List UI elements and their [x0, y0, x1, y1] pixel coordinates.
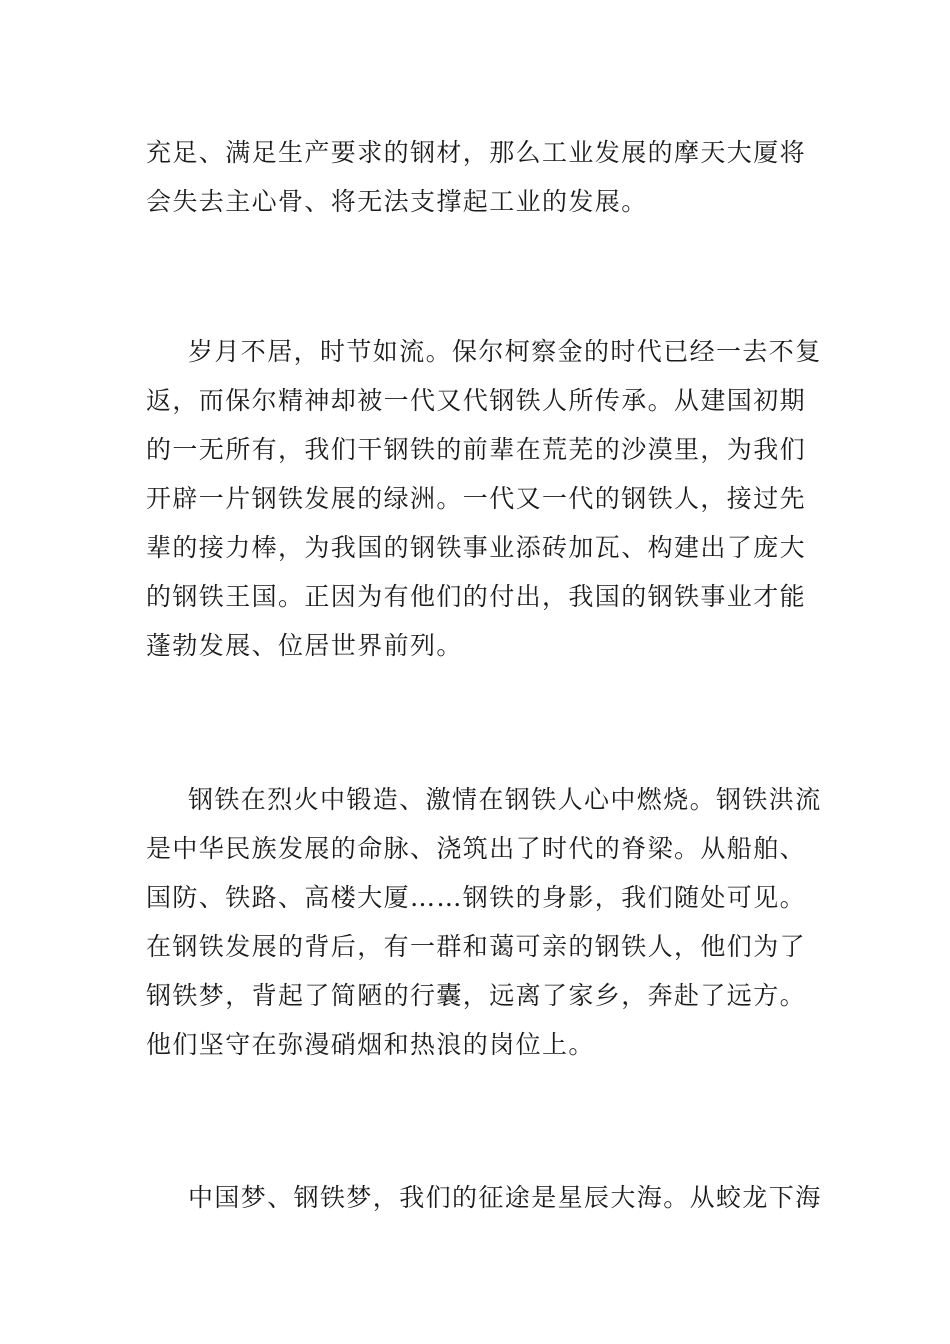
text-line: 开辟一片钢铁发展的绿洲。一代又一代的钢铁人，接过先: [146, 484, 807, 513]
paragraph-4: [146, 1173, 822, 1222]
text-line: 的钢铁王国。正因为有他们的付出，我国的钢铁事业才能: [146, 582, 807, 611]
paragraph-2: [146, 327, 822, 670]
text-line: 钢铁在烈火中锻造、激情在钢铁人心中燃烧。钢铁洪流: [188, 785, 822, 814]
text-line: 辈的接力棒，为我国的钢铁事业添砖加瓦、构建出了庞大: [146, 533, 807, 562]
text-line: 岁月不居，时节如流。保尔柯察金的时代已经一去不复: [188, 337, 822, 366]
text-line: 蓬勃发展、位居世界前列。: [146, 631, 463, 660]
text-line: 是中华民族发展的命脉、浇筑出了时代的脊梁。从船舶、: [146, 834, 807, 863]
text-line: 国防、铁路、高楼大厦……钢铁的身影，我们随处可见。: [146, 883, 807, 912]
text-line: 会失去主心骨、将无法支撑起工业的发展。: [146, 187, 648, 216]
text-line: 返，而保尔精神却被一代又代钢铁人所传承。从建国初期: [146, 386, 807, 415]
text-line: 在钢铁发展的背后，有一群和蔼可亲的钢铁人，他们为了: [146, 932, 807, 961]
text-line: 中国梦、钢铁梦，我们的征途是星辰大海。从蛟龙下海: [188, 1183, 822, 1212]
paragraph-3: [146, 775, 822, 1069]
paragraph-1: [146, 128, 806, 226]
text-line: 他们坚守在弥漫硝烟和热浪的岗位上。: [146, 1030, 595, 1059]
text-line: 钢铁梦，背起了简陋的行囊，远离了家乡，奔赴了远方。: [146, 981, 807, 1010]
text-line: 充足、满足生产要求的钢材，那么工业发展的摩天大厦将: [146, 138, 807, 167]
text-line: 的一无所有，我们干钢铁的前辈在荒芜的沙漠里，为我们: [146, 435, 807, 464]
